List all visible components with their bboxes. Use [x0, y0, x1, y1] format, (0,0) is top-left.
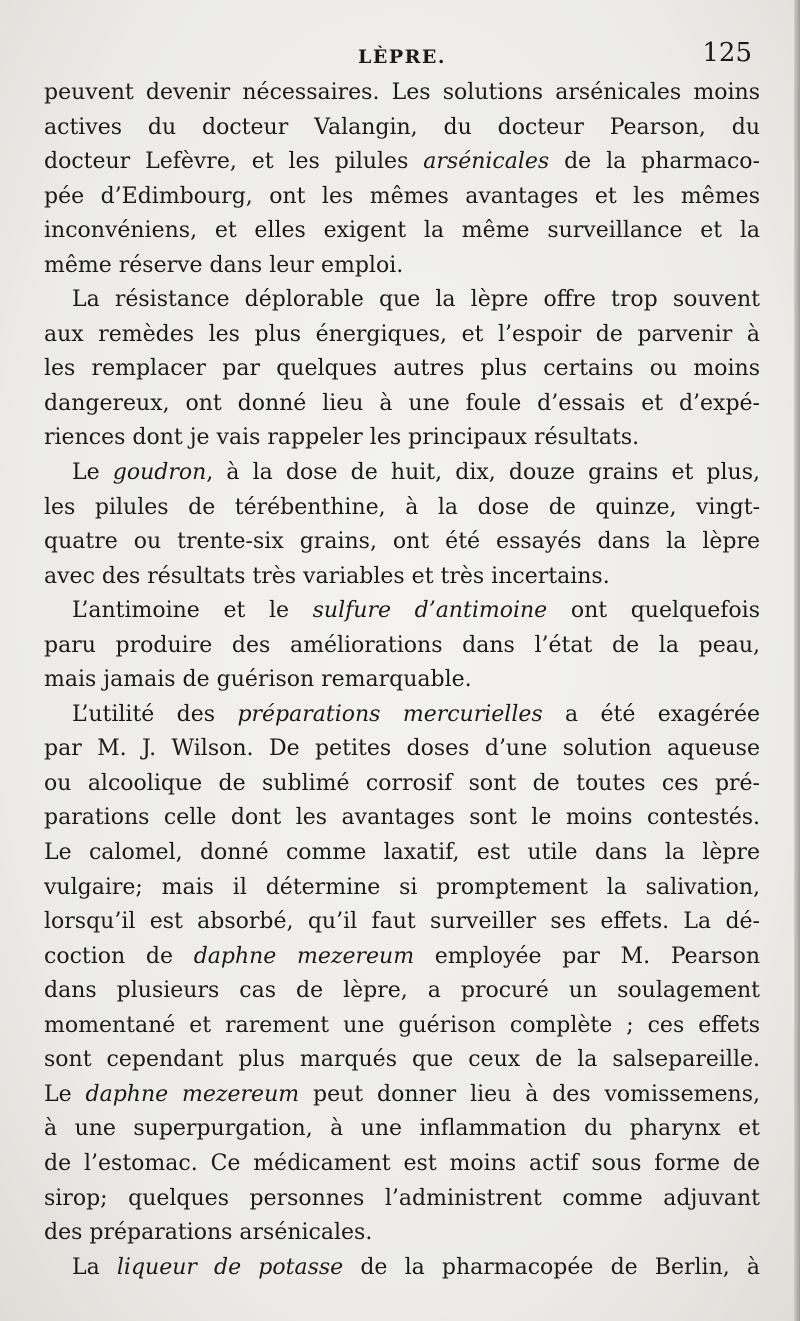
text-line [44, 663, 760, 698]
text-segment: Le [72, 460, 113, 486]
text-segment: parations celle dont les avantages sont le moins contestés. [44, 805, 760, 831]
text-segment: à une superpurgation, à une inflammation du pharynx et [44, 1116, 760, 1142]
text-segment: peuvent devenir nécessaires. Les solutions arsénicales moins [44, 80, 760, 105]
text-segment: sont cependant plus marqués que ceux de la salsepareille. [44, 1047, 760, 1073]
text-line [44, 352, 760, 387]
text-line [44, 214, 760, 249]
italic-term: daphne mezereum [85, 1081, 300, 1107]
text-line [44, 940, 760, 975]
text-segment: peut donner lieu à des vomissemens, [299, 1081, 760, 1107]
text-line [44, 801, 760, 836]
text-line [44, 1216, 760, 1251]
text-segment: lorsqu’il est absorbé, qu’il faut surveiller ses effets. La dé- [44, 909, 760, 935]
text-line [44, 180, 760, 215]
text-line [44, 145, 760, 180]
text-line [44, 594, 760, 629]
text-segment: avec des résultats très variables et très incertains. [44, 563, 610, 589]
text-segment: inconvéniens, et elles exigent la même surveillance et la [44, 218, 760, 244]
text-line [44, 1251, 760, 1286]
text-line [44, 767, 760, 802]
text-line [44, 698, 760, 733]
text-segment: ont quelquefois [547, 598, 760, 624]
page-number: 125 [702, 38, 752, 68]
text-segment: riences dont je vais rappeler les principaux résultats. [44, 425, 640, 451]
text-line [44, 560, 760, 595]
text-segment: actives du docteur Valangin, du docteur Pearson, du [44, 114, 760, 140]
italic-term: daphne mezereum [193, 943, 415, 969]
text-segment: ou alcoolique de sublimé corrosif sont de toutes ces pré- [44, 770, 760, 796]
italic-term: préparations mercurielles [237, 701, 543, 727]
text-segment: de la pharmaco- [549, 149, 760, 175]
text-line [44, 732, 760, 767]
text-segment: paru produire des améliorations dans l’état de la peau, [44, 632, 760, 658]
text-segment: employée par M. Pearson [414, 943, 760, 969]
text-line [44, 836, 760, 871]
text-segment: même réserve dans leur emploi. [44, 252, 404, 278]
text-segment: vulgaire; mais il détermine si promptement la salivation, [44, 874, 760, 900]
text-segment: dangereux, ont donné lieu à une foule d’essais et d’expé- [44, 390, 760, 416]
text-line [44, 1147, 760, 1182]
text-segment: coction de [44, 943, 194, 969]
text-segment: dans plusieurs cas de lèpre, a procuré un soulagement [44, 978, 760, 1004]
italic-term: goudron [112, 460, 207, 486]
text-segment: quatre ou trente-six grains, ont été essayés dans la lèpre [44, 529, 760, 555]
text-line [44, 1078, 760, 1113]
text-line [44, 1009, 760, 1044]
text-segment: docteur Lefèvre, et les pilules [44, 149, 424, 175]
text-line [44, 387, 760, 422]
text-segment: mais jamais de guérison remarquable. [44, 667, 472, 693]
text-line [44, 111, 760, 146]
text-segment: par M. J. Wilson. De petites doses d’une solution aqueuse [44, 736, 760, 762]
text-segment: pée d’Edimbourg, ont les mêmes avantages et les mêmes [44, 183, 760, 209]
text-segment: aux remèdes les plus énergiques, et l’espoir de parvenir à [44, 321, 760, 347]
text-line [44, 525, 760, 560]
text-segment: La [72, 1254, 117, 1280]
italic-term: liqueur de potasse [116, 1254, 344, 1280]
page-edge-shadow [794, 0, 800, 1321]
text-line [44, 1043, 760, 1078]
running-title: LÈPRE. [357, 46, 446, 68]
text-line [44, 76, 760, 111]
text-segment: L’utilité des [72, 701, 238, 727]
text-segment: de la pharmacopée de Berlin, à [343, 1254, 760, 1280]
text-segment: Le calomel, donné comme laxatif, est utile dans la lèpre [44, 840, 760, 866]
text-segment: les remplacer par quelques autres plus certains ou moins [44, 356, 760, 382]
text-segment: des préparations arsénicales. [44, 1220, 373, 1246]
text-line [44, 421, 760, 456]
text-segment: La résistance déplorable que la lèpre offre trop souvent [72, 287, 760, 313]
text-segment: a été exagérée [542, 701, 760, 727]
text-line [44, 318, 760, 353]
text-line [44, 491, 760, 526]
text-line [44, 1112, 760, 1147]
page-header [44, 38, 760, 78]
text-segment: les pilules de térébenthine, à la dose de quinze, vingt- [44, 494, 760, 520]
text-line [44, 456, 760, 491]
page-body-text [44, 76, 760, 1285]
text-segment: , à la dose de huit, dix, douze grains et plus, [206, 460, 760, 486]
text-line [44, 871, 760, 906]
text-segment: momentané et rarement une guérison complète ; ces effets [44, 1012, 760, 1038]
italic-term: sulfure d’antimoine [312, 598, 548, 624]
italic-term: arsénicales [423, 149, 550, 175]
text-line [44, 1182, 760, 1217]
text-segment: Le [44, 1081, 86, 1107]
text-segment: L’antimoine et le [72, 598, 313, 624]
text-segment: sirop; quelques personnes l’administrent comme adjuvant [44, 1185, 760, 1211]
text-line [44, 283, 760, 318]
text-line [44, 249, 760, 284]
text-line [44, 974, 760, 1009]
text-line [44, 629, 760, 664]
text-line [44, 905, 760, 940]
text-segment: de l’estomac. Ce médicament est moins actif sous forme de [44, 1150, 760, 1176]
